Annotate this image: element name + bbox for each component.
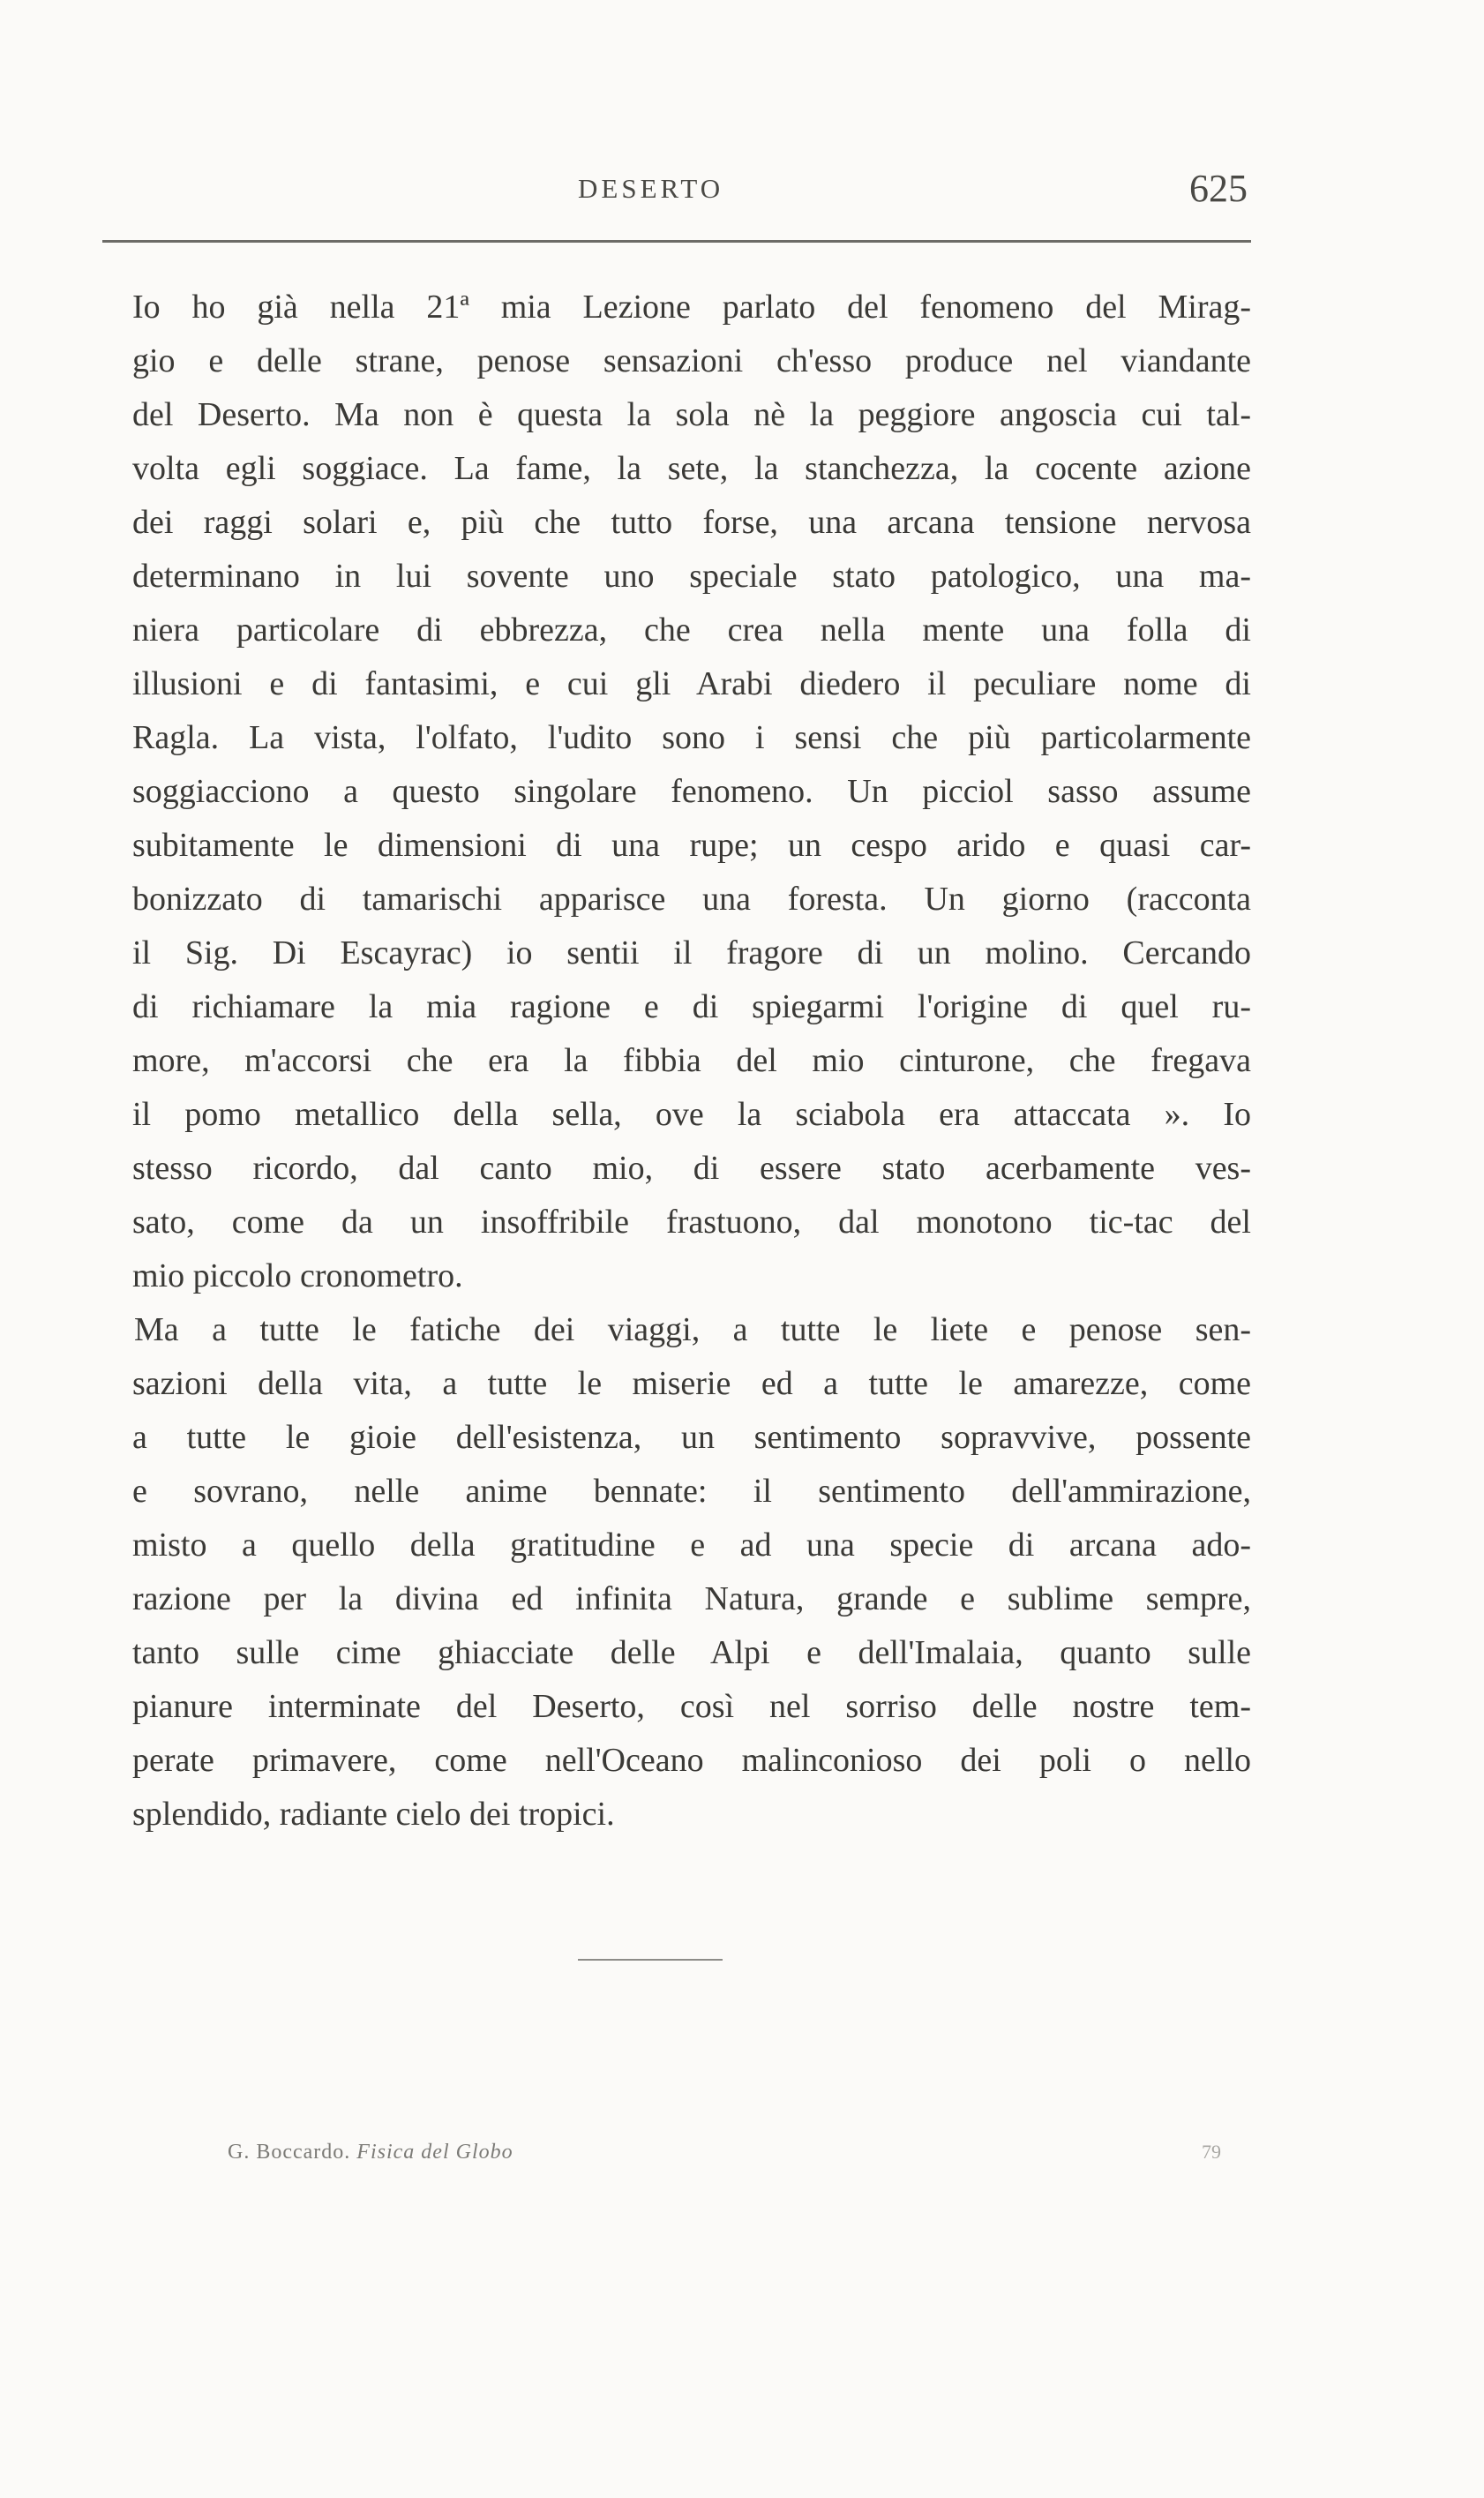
text-line: sazioni della vita, a tutte le miserie ed a tutte le amarezze, come [132, 1365, 1251, 1402]
text-line: splendido, radiante cielo dei tropici. [132, 1796, 615, 1833]
text-line: tanto sulle cime ghiacciate delle Alpi e dell'Imalaia, quanto sulle [132, 1634, 1251, 1671]
printer-signature: 79 [1202, 2141, 1221, 2163]
text-line: subitamente le dimensioni di una rupe; un cespo arido e quasi car- [132, 827, 1251, 864]
text-line: sato, come da un insoffribile frastuono, dal monotono tic-tac del [132, 1204, 1251, 1241]
text-line: dei raggi solari e, più che tutto forse, una arcana tensione nervosa [132, 504, 1251, 541]
text-line: il Sig. Di Escayrac) io sentii il fragore di un molino. Cercando [132, 934, 1251, 971]
text-line: stesso ricordo, dal canto mio, di essere stato acerbamente ves- [132, 1150, 1251, 1187]
text-line: determinano in lui sovente uno speciale stato patologico, una ma- [132, 558, 1251, 595]
text-line: pianure interminate del Deserto, così nel sorriso delle nostre tem- [132, 1688, 1251, 1725]
text-line: volta egli soggiace. La fame, la sete, la stanchezza, la cocente azione [132, 450, 1251, 487]
text-line: misto a quello della gratitudine e ad una specie di arcana ado- [132, 1527, 1251, 1564]
running-header [0, 161, 1484, 214]
footer-author: G. Boccardo. [228, 2141, 351, 2164]
text-line: more, m'accorsi che era la fibbia del mio cinturone, che fregava [132, 1042, 1251, 1079]
text-line: perate primavere, come nell'Oceano malinconioso dei poli o nello [132, 1742, 1251, 1779]
footer-book-title: Fisica del Globo [356, 2141, 513, 2164]
text-line: illusioni e di fantasimi, e cui gli Arabi diedero il peculiare nome di [132, 665, 1251, 702]
text-line: mio piccolo cronometro. [132, 1257, 463, 1294]
page-number: 625 [1189, 167, 1248, 210]
text-line: Ma a tutte le fatiche dei viaggi, a tutte le liete e penose sen- [134, 1311, 1251, 1348]
text-line: Io ho già nella 21ª mia Lezione parlato del fenomeno del Mirag- [132, 289, 1251, 326]
text-line: e sovrano, nelle anime bennate: il sentimento dell'ammirazione, [132, 1473, 1251, 1510]
text-line: gio e delle strane, penose sensazioni ch'esso produce nel viandante [132, 342, 1251, 379]
text-line: a tutte le gioie dell'esistenza, un sentimento sopravvive, possente [132, 1419, 1251, 1456]
text-line: di richiamare la mia ragione e di spiegarmi l'origine di quel ru- [132, 988, 1251, 1025]
text-line: niera particolare di ebbrezza, che crea nella mente una folla di [132, 611, 1251, 649]
text-line: razione per la divina ed infinita Natura, grande e sublime sempre, [132, 1580, 1251, 1617]
running-title: DESERTO [578, 173, 724, 204]
body-text [132, 281, 1251, 1842]
section-end-rule [578, 1959, 723, 1961]
text-line: del Deserto. Ma non è questa la sola nè la peggiore angoscia cui tal- [132, 396, 1251, 433]
footer-signature-line [228, 2141, 513, 2164]
header-rule [102, 240, 1251, 243]
text-line: bonizzato di tamarischi apparisce una foresta. Un giorno (racconta [132, 881, 1251, 918]
text-line: il pomo metallico della sella, ove la sciabola era attaccata ». Io [132, 1096, 1251, 1133]
text-line: Ragla. La vista, l'olfato, l'udito sono i sensi che più particolarmente [132, 719, 1251, 756]
text-line: soggiacciono a questo singolare fenomeno. Un picciol sasso assume [132, 773, 1251, 810]
